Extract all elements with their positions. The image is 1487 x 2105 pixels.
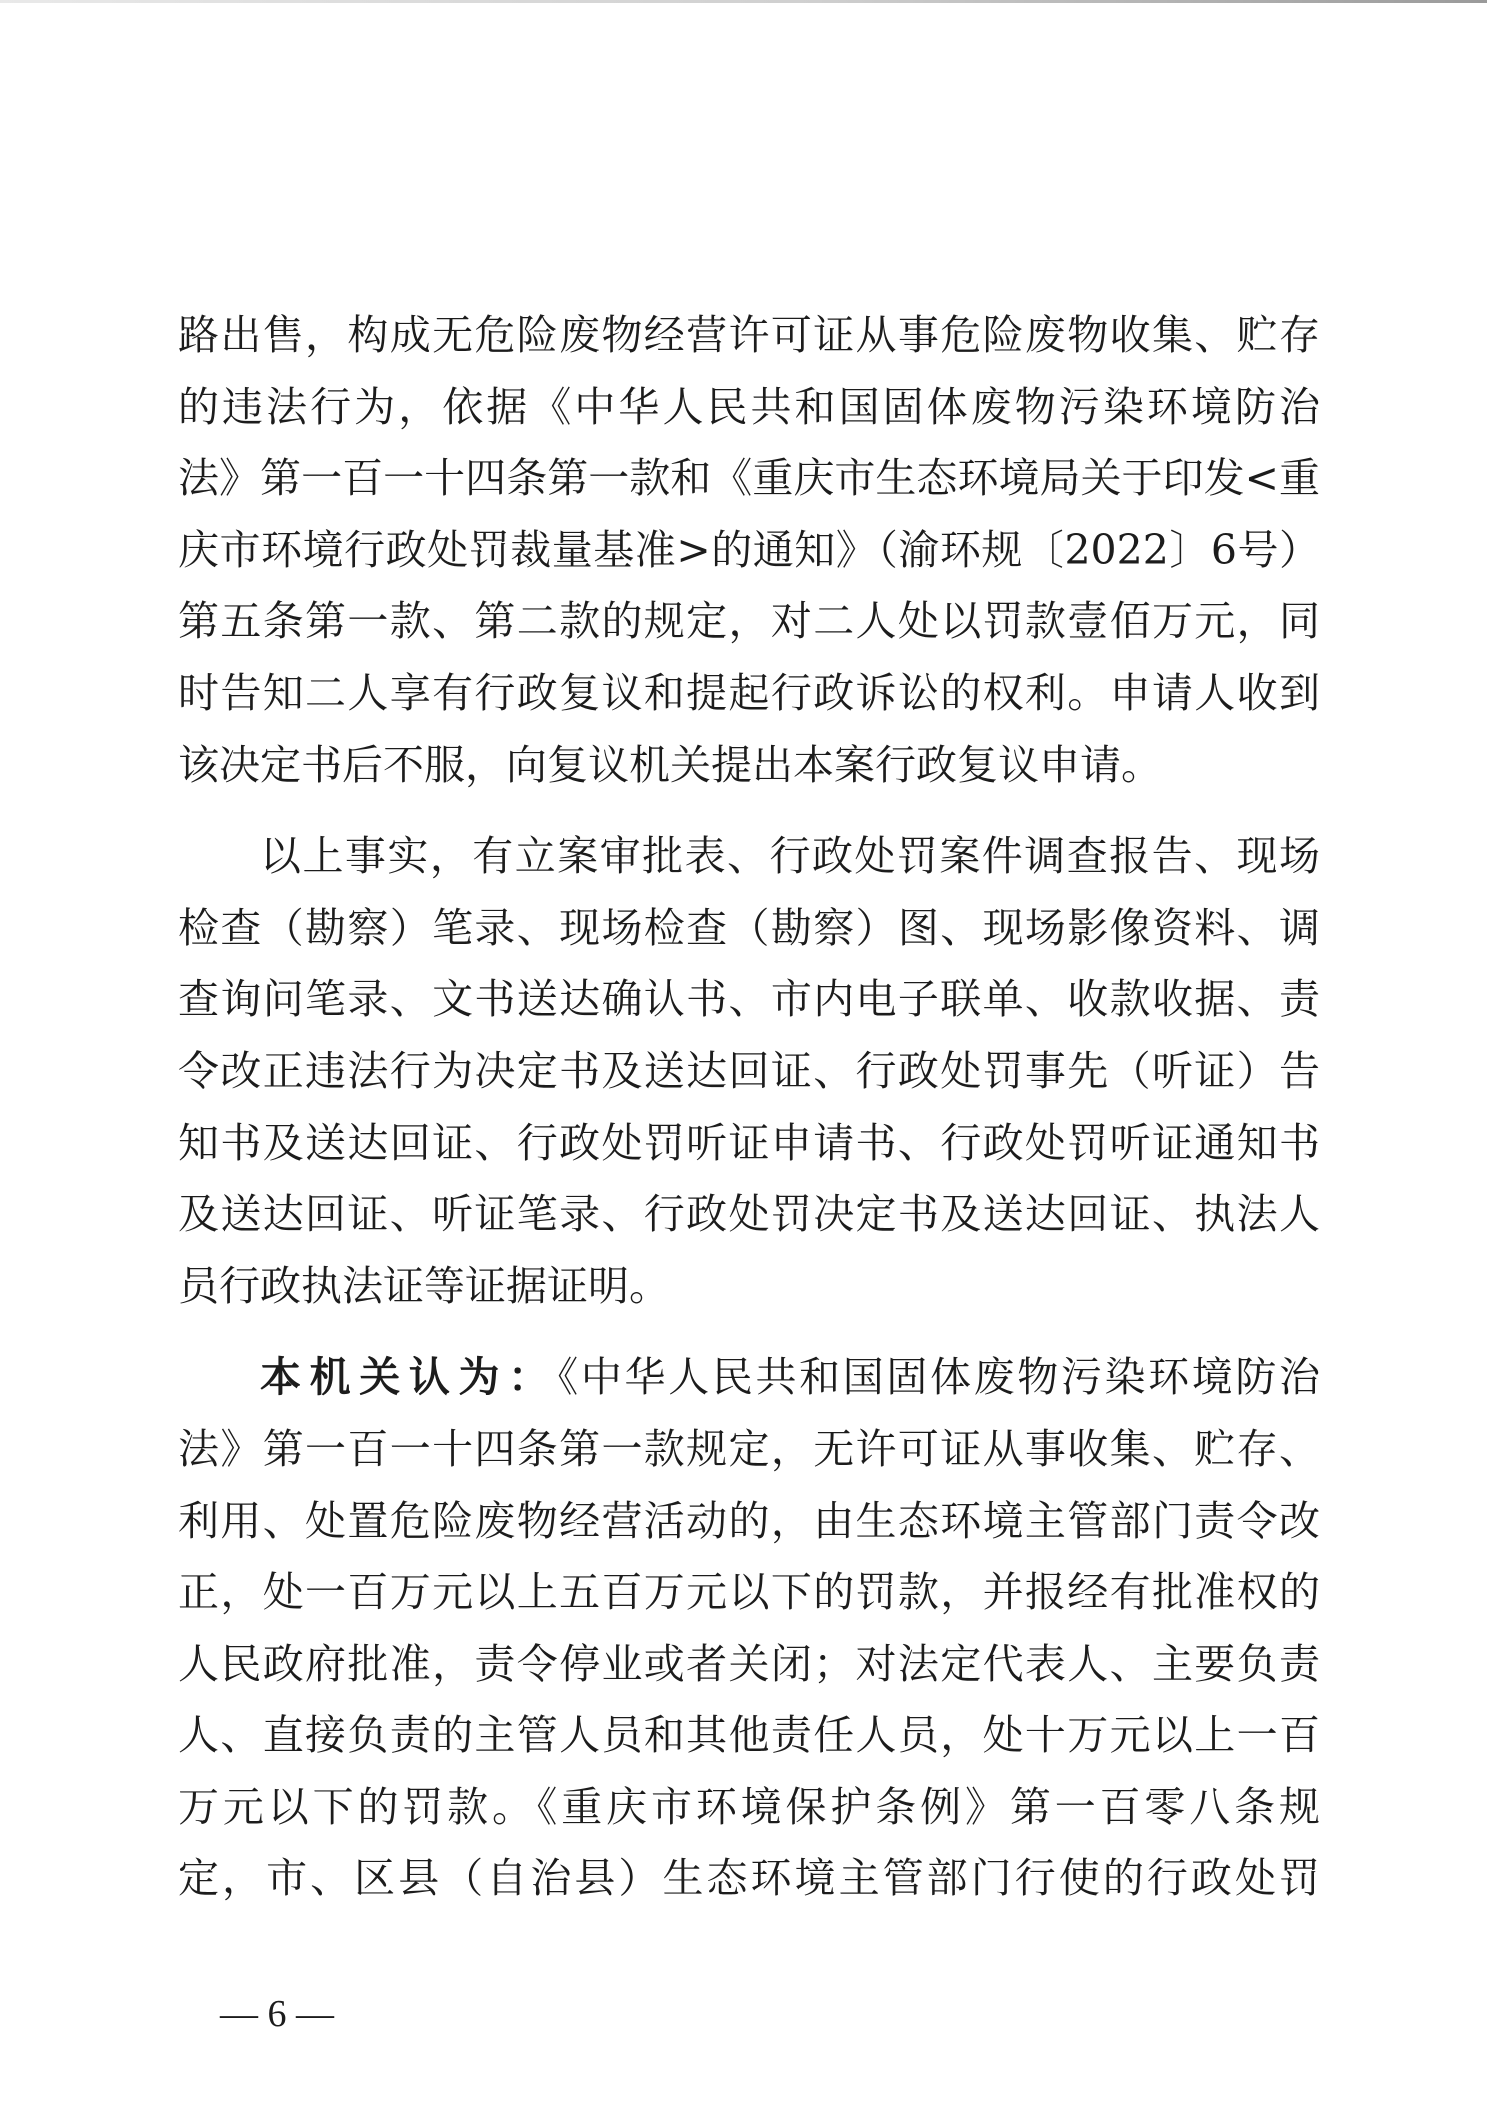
text-line: 令改正违法行为决定书及送达回证、行政处罚事先（听证）告 [178, 1046, 1320, 1095]
text-line: 的违法行为，依据《中华人民共和国固体废物污染环境防治 [178, 382, 1320, 431]
text-line: 该决定书后不服，向复议机关提出本案行政复议申请。 [178, 740, 1162, 789]
paragraph-agency-opinion [178, 1342, 1320, 1915]
text-line: 及送达回证、听证笔录、行政处罚决定书及送达回证、执法人 [178, 1190, 1320, 1239]
paragraph-evidence [178, 821, 1320, 1322]
text-line: 以上事实，有立案审批表、行政处罚案件调查报告、现场 [260, 832, 1320, 881]
text-line: 正，处一百万元以上五百万元以下的罚款，并报经有批准权的 [178, 1568, 1320, 1617]
text-line: 定，市、区县（自治县）生态环境主管部门行使的行政处罚 [178, 1854, 1320, 1903]
text-line [178, 1342, 1320, 1414]
agency-opinion-first-line: 《中华人民共和国固体废物污染环境防治 [557, 1353, 1321, 1402]
text-line: 法》第一百一十四条第一款规定，无许可证从事收集、贮存、 [178, 1424, 1320, 1473]
paragraph-gap [178, 1322, 1320, 1342]
text-line: 法》第一百一十四条第一款和《重庆市生态环境局关于印发<重 [178, 454, 1320, 503]
text-line: 查询问笔录、文书送达确认书、市内电子联单、收款收据、责 [178, 975, 1320, 1024]
text-line: 万元以下的罚款。《重庆市环境保护条例》第一百零八条规 [178, 1782, 1320, 1831]
paragraph-decision-summary [178, 300, 1320, 801]
text-line: 检查（勘察）笔录、现场检查（勘察）图、现场影像资料、调 [178, 903, 1320, 952]
text-line: 员行政执法证等证据证明。 [178, 1261, 670, 1310]
text-line: 人民政府批准，责令停业或者关闭；对法定代表人、主要负责 [178, 1639, 1320, 1688]
text-line: 利用、处置危险废物经营活动的，由生态环境主管部门责令改 [178, 1496, 1320, 1545]
agency-opinion-lead: 本机关认为： [260, 1353, 558, 1402]
text-line: 路出售，构成无危险废物经营许可证从事危险废物收集、贮存 [178, 311, 1320, 359]
text-line: 第五条第一款、第二款的规定，对二人处以罚款壹佰万元，同 [178, 597, 1320, 646]
text-line: 庆市环境行政处罚裁量基准>的通知》（渝环规〔2022〕6号） [178, 525, 1320, 574]
paragraph-gap [178, 801, 1320, 821]
text-line: 知书及送达回证、行政处罚听证申请书、行政处罚听证通知书 [178, 1118, 1320, 1167]
page-number: — 6 — [220, 1993, 334, 2035]
scan-top-edge [0, 0, 1487, 3]
document-body [178, 300, 1320, 1915]
text-line: 人、直接负责的主管人员和其他责任人员，处十万元以上一百 [178, 1711, 1320, 1760]
text-line: 时告知二人享有行政复议和提起行政诉讼的权利。申请人收到 [178, 668, 1320, 717]
